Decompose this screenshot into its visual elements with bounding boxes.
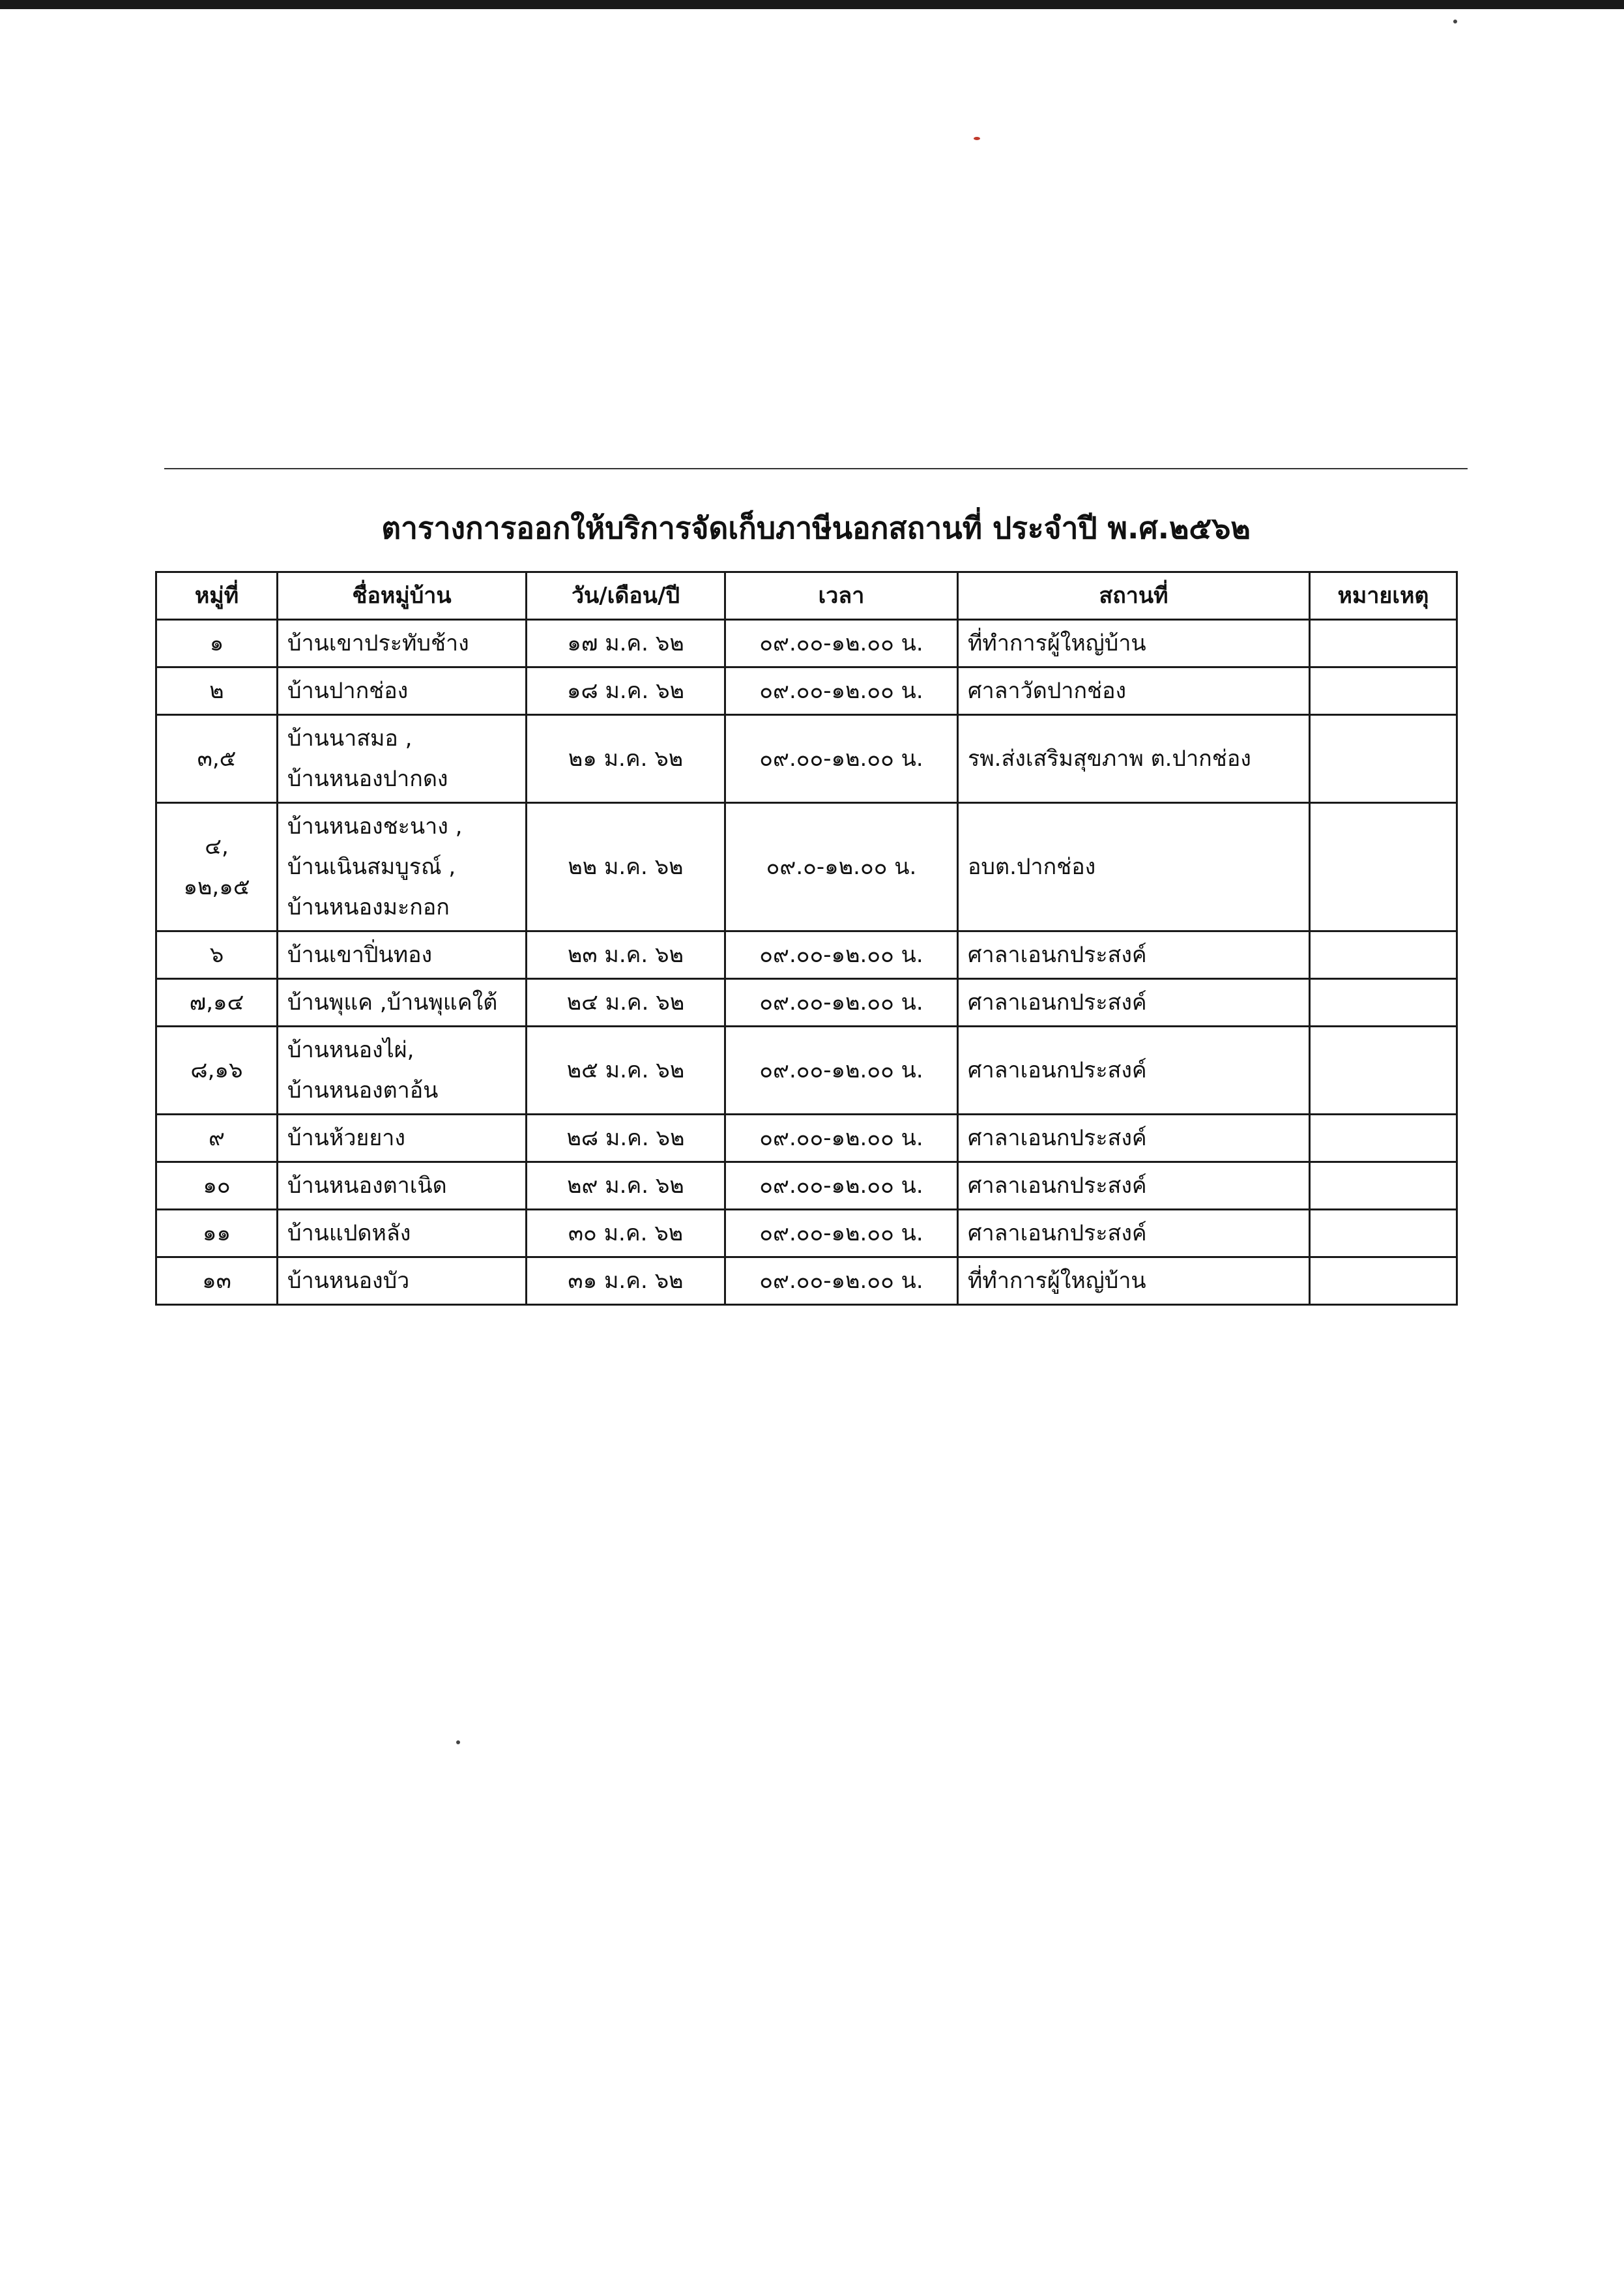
village-no-cell-line: ๘,๑๖ bbox=[190, 1057, 243, 1083]
scan-speck bbox=[974, 137, 980, 140]
table-row bbox=[156, 803, 1457, 931]
note-cell bbox=[1310, 1027, 1457, 1115]
date-cell: ๑๗ ม.ค. ๖๒ bbox=[527, 620, 725, 667]
village-name-cell-line: บ้านเนินสมบูรณ์ , bbox=[287, 854, 456, 880]
table-row bbox=[156, 931, 1457, 979]
village-name-cell-line: บ้านพุแค ,บ้านพุแคใต้ bbox=[287, 989, 498, 1016]
village-no-cell-line: ๑ bbox=[209, 630, 224, 656]
village-name-cell bbox=[278, 1115, 527, 1162]
place-cell: ที่ทำการผู้ใหญ่บ้าน bbox=[958, 620, 1310, 667]
table-row bbox=[156, 715, 1457, 803]
village-no-cell bbox=[156, 667, 278, 715]
time-cell: ๐๙.๐๐-๑๒.๐๐ น. bbox=[725, 715, 958, 803]
place-cell: ศาลาเอนกประสงค์ bbox=[958, 1027, 1310, 1115]
place-cell: ศาลาเอนกประสงค์ bbox=[958, 1115, 1310, 1162]
village-no-cell bbox=[156, 620, 278, 667]
header-village-no: หมู่ที่ bbox=[156, 572, 278, 620]
scan-speck bbox=[1453, 20, 1457, 23]
place-cell: ศาลาเอนกประสงค์ bbox=[958, 1210, 1310, 1257]
time-cell: ๐๙.๐๐-๑๒.๐๐ น. bbox=[725, 620, 958, 667]
village-name-cell bbox=[278, 1162, 527, 1210]
village-no-cell-line: ๑๓ bbox=[202, 1268, 231, 1294]
header-place: สถานที่ bbox=[958, 572, 1310, 620]
note-cell bbox=[1310, 1257, 1457, 1305]
table-row bbox=[156, 1115, 1457, 1162]
date-cell: ๒๙ ม.ค. ๖๒ bbox=[527, 1162, 725, 1210]
village-no-cell-line: ๑๑ bbox=[202, 1220, 231, 1246]
village-name-cell-line: บ้านหนองตาเนิด bbox=[287, 1173, 447, 1199]
place-cell: อบต.ปากช่อง bbox=[958, 803, 1310, 931]
header-rule bbox=[164, 468, 1468, 469]
village-name-cell bbox=[278, 620, 527, 667]
time-cell: ๐๙.๐๐-๑๒.๐๐ น. bbox=[725, 1162, 958, 1210]
table-row bbox=[156, 1162, 1457, 1210]
village-name-cell-line: บ้านหนองมะกอก bbox=[287, 894, 450, 920]
date-cell: ๓๑ ม.ค. ๖๒ bbox=[527, 1257, 725, 1305]
table-row bbox=[156, 1210, 1457, 1257]
table-header-row bbox=[156, 572, 1457, 620]
village-no-cell bbox=[156, 979, 278, 1027]
date-cell: ๒๔ ม.ค. ๖๒ bbox=[527, 979, 725, 1027]
table-row bbox=[156, 620, 1457, 667]
village-no-cell bbox=[156, 803, 278, 931]
time-cell: ๐๙.๐๐-๑๒.๐๐ น. bbox=[725, 1115, 958, 1162]
time-cell: ๐๙.๐๐-๑๒.๐๐ น. bbox=[725, 667, 958, 715]
village-name-cell bbox=[278, 667, 527, 715]
note-cell bbox=[1310, 667, 1457, 715]
date-cell: ๑๘ ม.ค. ๖๒ bbox=[527, 667, 725, 715]
village-name-cell-line: บ้านเขาประทับช้าง bbox=[287, 630, 469, 656]
table-row bbox=[156, 667, 1457, 715]
header-village-name: ชื่อหมู่บ้าน bbox=[278, 572, 527, 620]
village-name-cell-line: บ้านหนองไผ่, bbox=[287, 1037, 414, 1063]
table-row bbox=[156, 1027, 1457, 1115]
document-title: ตารางการออกให้บริการจัดเก็บภาษีนอกสถานที่ ประจำปี พ.ศ.๒๕๖๒ bbox=[381, 510, 1251, 546]
time-cell: ๐๙.๐๐-๑๒.๐๐ น. bbox=[725, 1027, 958, 1115]
village-no-cell-line: ๓,๕ bbox=[197, 746, 237, 772]
village-name-cell-line: บ้านปากช่อง bbox=[287, 678, 409, 704]
time-cell: ๐๙.๐๐-๑๒.๐๐ น. bbox=[725, 931, 958, 979]
note-cell bbox=[1310, 620, 1457, 667]
village-name-cell-line: บ้านนาสมอ , bbox=[287, 725, 413, 752]
village-no-cell bbox=[156, 1027, 278, 1115]
village-name-cell bbox=[278, 1210, 527, 1257]
village-no-cell bbox=[156, 1210, 278, 1257]
table-row bbox=[156, 1257, 1457, 1305]
place-cell: ศาลาวัดปากช่อง bbox=[958, 667, 1310, 715]
village-no-cell-line: ๙ bbox=[209, 1125, 225, 1151]
village-name-cell-line: บ้านแปดหลัง bbox=[287, 1220, 411, 1246]
note-cell bbox=[1310, 803, 1457, 931]
header-date: วัน/เดือน/ปี bbox=[527, 572, 725, 620]
date-cell: ๒๕ ม.ค. ๖๒ bbox=[527, 1027, 725, 1115]
date-cell: ๒๒ ม.ค. ๖๒ bbox=[527, 803, 725, 931]
table-row bbox=[156, 979, 1457, 1027]
village-name-cell bbox=[278, 803, 527, 931]
note-cell bbox=[1310, 1162, 1457, 1210]
note-cell bbox=[1310, 979, 1457, 1027]
header-time: เวลา bbox=[725, 572, 958, 620]
village-no-cell bbox=[156, 931, 278, 979]
village-no-cell bbox=[156, 1162, 278, 1210]
scan-top-edge bbox=[0, 0, 1624, 9]
village-no-cell bbox=[156, 1115, 278, 1162]
village-name-cell bbox=[278, 979, 527, 1027]
time-cell: ๐๙.๐-๑๒.๐๐ น. bbox=[725, 803, 958, 931]
date-cell: ๒๓ ม.ค. ๖๒ bbox=[527, 931, 725, 979]
place-cell: ศาลาเอนกประสงค์ bbox=[958, 979, 1310, 1027]
place-cell: ศาลาเอนกประสงค์ bbox=[958, 931, 1310, 979]
village-name-cell bbox=[278, 715, 527, 803]
note-cell bbox=[1310, 715, 1457, 803]
village-name-cell-line: บ้านห้วยยาง bbox=[287, 1125, 405, 1151]
village-name-cell bbox=[278, 931, 527, 979]
village-name-cell bbox=[278, 1027, 527, 1115]
village-no-cell bbox=[156, 1257, 278, 1305]
village-no-cell-line: ๑๒,๑๕ bbox=[183, 874, 250, 900]
date-cell: ๒๑ ม.ค. ๖๒ bbox=[527, 715, 725, 803]
date-cell: ๒๘ ม.ค. ๖๒ bbox=[527, 1115, 725, 1162]
note-cell bbox=[1310, 1115, 1457, 1162]
header-note: หมายเหตุ bbox=[1310, 572, 1457, 620]
village-no-cell-line: ๔, bbox=[205, 834, 229, 860]
village-no-cell-line: ๒ bbox=[209, 678, 224, 704]
village-name-cell-line: บ้านเขาปิ่นทอง bbox=[287, 942, 433, 968]
time-cell: ๐๙.๐๐-๑๒.๐๐ น. bbox=[725, 979, 958, 1027]
village-no-cell bbox=[156, 715, 278, 803]
place-cell: รพ.ส่งเสริมสุขภาพ ต.ปากช่อง bbox=[958, 715, 1310, 803]
village-name-cell-line: บ้านหนองชะนาง , bbox=[287, 813, 463, 840]
village-name-cell bbox=[278, 1257, 527, 1305]
place-cell: ศาลาเอนกประสงค์ bbox=[958, 1162, 1310, 1210]
village-name-cell-line: บ้านหนองบัว bbox=[287, 1268, 410, 1294]
schedule-table bbox=[155, 571, 1458, 1306]
village-no-cell-line: ๑๐ bbox=[203, 1173, 231, 1199]
time-cell: ๐๙.๐๐-๑๒.๐๐ น. bbox=[725, 1210, 958, 1257]
scan-speck bbox=[456, 1740, 460, 1744]
village-name-cell-line: บ้านหนองปากดง bbox=[287, 766, 448, 792]
note-cell bbox=[1310, 1210, 1457, 1257]
date-cell: ๓๐ ม.ค. ๖๒ bbox=[527, 1210, 725, 1257]
village-no-cell-line: ๖ bbox=[209, 942, 224, 968]
village-name-cell-line: บ้านหนองตาอ้น bbox=[287, 1077, 439, 1104]
note-cell bbox=[1310, 931, 1457, 979]
time-cell: ๐๙.๐๐-๑๒.๐๐ น. bbox=[725, 1257, 958, 1305]
place-cell: ที่ทำการผู้ใหญ่บ้าน bbox=[958, 1257, 1310, 1305]
village-no-cell-line: ๗,๑๔ bbox=[189, 989, 244, 1016]
